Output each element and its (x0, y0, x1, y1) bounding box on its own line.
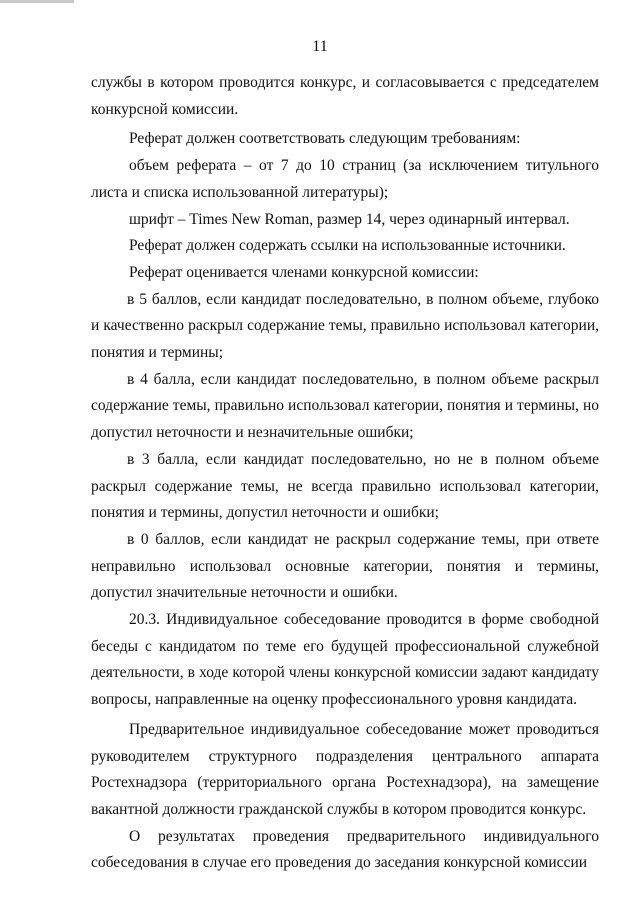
paragraph-interview: 20.3. Индивидуальное собеседование проводится в форме свободной беседы с кандидатом по теме его будущей профессиональной служебной деятельности, в ходе которой члены конкурсной комиссии задают кандидату вопросы, направленные на оценку профессионального уровня кандидата. (91, 611, 599, 709)
page-number: 11 (312, 38, 328, 55)
paragraph-continuation: службы в котором проводится конкурс, и согласовывается с председателем конкурсной комиссии. (91, 74, 599, 118)
scan-edge-mark (0, 0, 74, 3)
paragraph-volume: объем реферата – от 7 до 10 страниц (за исключением титульного листа и списка использованной литературы); (91, 157, 599, 201)
paragraph-score-3: в 3 балла, если кандидат последовательно, но не в полном объеме раскрыл содержание темы, не всегда правильно использовал категории, понятия и термины, допустил неточности и ошибки; (91, 450, 599, 522)
paragraph-evaluation-intro: Реферат оценивается членами конкурсной комиссии: (129, 263, 479, 281)
paragraph-requirements-intro: Реферат должен соответствовать следующим требованиям: (129, 130, 521, 148)
paragraph-score-5: в 5 баллов, если кандидат последовательно, в полном объеме, глубоко и качественно раскрыл содержание темы, правильно использовал категории, понятия и термины; (91, 290, 599, 362)
paragraph-score-0: в 0 баллов, если кандидат не раскрыл содержание темы, при ответе неправильно использовал основные категории, понятия и термины, допустил значительные неточности и ошибки. (91, 530, 599, 602)
paragraph-score-4: в 4 балла, если кандидат последовательно, в полном объеме раскрыл содержание темы, правильно использовал категории, понятия и термины, но допустил неточности и незначительные ошибки; (91, 370, 599, 442)
paragraph-preliminary-interview: Предварительное индивидуальное собеседование может проводиться руководителем структурного подразделения центрального аппарата Ростехнадзора (территориального органа Ростехнадзора), на замещение вакантной должности гражданской службы в котором проводится конкурс. (91, 720, 599, 818)
paragraph-font: шрифт – Times New Roman, размер 14, через одинарный интервал. (129, 210, 570, 228)
paragraph-interview-results: О результатах проведения предварительного индивидуального собеседования в случае его проведения до заседания конкурсной комиссии (91, 827, 599, 872)
document-body (91, 70, 599, 877)
paragraph-references: Реферат должен содержать ссылки на использованные источники. (129, 237, 566, 255)
